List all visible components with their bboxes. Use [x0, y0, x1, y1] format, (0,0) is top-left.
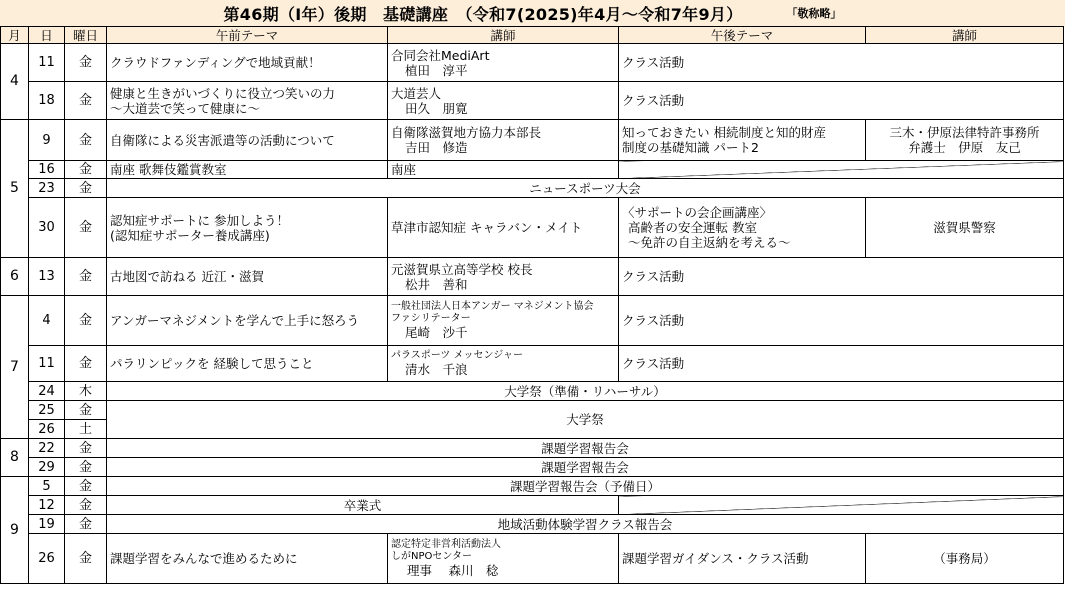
event-cell: 地域活動体験学習クラス報告会: [107, 515, 1064, 534]
pm-theme-line: 高齢者の安全運転 教室: [628, 220, 757, 235]
header-month: 月: [1, 27, 29, 44]
event-cell: 課題学習報告会（予備日）: [107, 477, 1064, 496]
weekday-cell: 金: [65, 346, 107, 382]
pm-theme-cell: クラス活動: [619, 44, 1064, 82]
table-row: [1, 198, 1064, 258]
event-cell: 大学祭: [107, 401, 1064, 439]
am-theme-cell: アンガーマネジメントを学んで上手に怒ろう: [107, 296, 388, 346]
lecturer-name: 尾崎 沙千: [405, 325, 468, 340]
lecturer-role: ファシリテーター: [391, 313, 471, 324]
weekday-cell: 金: [65, 515, 107, 534]
table-row: [1, 346, 1064, 382]
day-cell: 25: [29, 401, 65, 420]
am-theme-cell: クラウドファンディングで地域貢献！: [107, 44, 388, 82]
pm-lecturer-cell: 滋賀県警察: [866, 198, 1064, 258]
day-cell: 24: [29, 382, 65, 401]
weekday-cell: 土: [65, 420, 107, 439]
lecturer-org: 認定特定非営利活動法人: [391, 539, 501, 550]
weekday-cell: 金: [65, 296, 107, 346]
title-note: 「敬称略」: [786, 7, 842, 20]
month-cell: 7: [1, 296, 29, 439]
page-title: 第46期（Ⅰ年）後期 基礎講座 （令和7(2025)年4月～令和7年9月）: [223, 4, 743, 24]
day-cell: 30: [29, 198, 65, 258]
pm-theme-line: 知っておきたい 相続制度と知的財産: [622, 125, 826, 140]
day-cell: 18: [29, 82, 65, 120]
header-pm-lecturer: 講師: [866, 27, 1064, 44]
empty-diagonal-cell: [619, 161, 1064, 179]
day-cell: 29: [29, 458, 65, 477]
table-row: [1, 401, 1064, 420]
am-theme-line: 認知症サポートに 参加しよう！: [110, 212, 289, 228]
am-theme-cell: 古地図で訪ねる 近江・滋賀: [107, 258, 388, 296]
day-cell: 11: [29, 346, 65, 382]
am-lecturer-cell: [388, 44, 619, 82]
day-cell: 23: [29, 179, 65, 198]
am-lecturer-cell: [388, 258, 619, 296]
day-cell: 16: [29, 161, 65, 179]
lecturer-name: 田久 朋寛: [405, 100, 468, 116]
schedule-table: [0, 26, 1064, 584]
weekday-cell: 金: [65, 458, 107, 477]
am-lecturer-cell: 南座: [388, 161, 619, 179]
lecturer-name: 弁護士 伊原 友己: [908, 140, 1021, 155]
event-cell: 大学祭（準備・リハーサル）: [107, 382, 1064, 401]
day-cell: 26: [29, 420, 65, 439]
pm-theme-line: ～免許の自主返納を考える～: [628, 235, 791, 250]
lecturer-name: 吉田 修造: [405, 140, 468, 155]
weekday-cell: 金: [65, 44, 107, 82]
day-cell: 13: [29, 258, 65, 296]
weekday-cell: 金: [65, 401, 107, 420]
weekday-cell: 金: [65, 82, 107, 120]
table-row: [1, 382, 1064, 401]
day-cell: 12: [29, 496, 65, 515]
header-row: [1, 27, 1064, 44]
header-am-lecturer: 講師: [388, 27, 619, 44]
table-row: [1, 120, 1064, 161]
day-cell: 9: [29, 120, 65, 161]
lecturer-name: 理事 森川 稔: [407, 563, 499, 578]
pm-theme-cell: [619, 198, 866, 258]
lecturer-org: 合同会社MediArt: [391, 47, 490, 63]
weekday-cell: 金: [65, 179, 107, 198]
am-theme-cell: 自衛隊による災害派遣等の活動について: [107, 120, 388, 161]
am-lecturer-cell: [388, 346, 619, 382]
event-cell: 卒業式: [107, 496, 619, 515]
pm-theme-line: 制度の基礎知識 パート2: [622, 140, 759, 155]
event-cell: 課題学習報告会: [107, 439, 1064, 458]
am-theme-cell: 南座 歌舞伎鑑賞教室: [107, 161, 388, 179]
lecturer-org-sub: しがNPOセンター: [391, 551, 472, 562]
lecturer-org: パラスポーツ メッセンジャー: [391, 350, 524, 361]
weekday-cell: 金: [65, 258, 107, 296]
am-theme-cell: 課題学習をみんなで進めるために: [107, 534, 388, 584]
header-day: 日: [29, 27, 65, 44]
lecturer-name: 松井 善和: [405, 276, 468, 292]
month-cell: 6: [1, 258, 29, 296]
am-theme-subline: ～大道芸で笑って健康に～: [110, 100, 261, 116]
am-theme-cell: [107, 198, 388, 258]
table-row: [1, 477, 1064, 496]
table-row: [1, 258, 1064, 296]
pm-theme-cell: クラス活動: [619, 296, 1064, 346]
am-lecturer-cell: 草津市認知症 キャラバン・メイト: [388, 198, 619, 258]
am-theme-cell: パラリンピックを 経験して思うこと: [107, 346, 388, 382]
am-lecturer-cell: [388, 296, 619, 346]
pm-lecturer-cell: [866, 120, 1064, 161]
month-cell: 8: [1, 439, 29, 477]
am-lecturer-cell: [388, 120, 619, 161]
pm-theme-cell: 課題学習ガイダンス・クラス活動: [619, 534, 866, 584]
weekday-cell: 金: [65, 161, 107, 179]
day-cell: 5: [29, 477, 65, 496]
month-cell: 9: [1, 477, 29, 584]
month-cell: 5: [1, 120, 29, 258]
header-weekday: 曜日: [65, 27, 107, 44]
pm-theme-cell: [619, 120, 866, 161]
am-lecturer-cell: [388, 82, 619, 120]
event-cell: 課題学習報告会: [107, 458, 1064, 477]
table-row: [1, 44, 1064, 82]
pm-theme-cell: クラス活動: [619, 82, 1064, 120]
lecturer-name: 清水 千浪: [405, 362, 468, 377]
weekday-cell: 木: [65, 382, 107, 401]
weekday-cell: 金: [65, 120, 107, 161]
table-row: [1, 515, 1064, 534]
day-cell: 11: [29, 44, 65, 82]
header-am-theme: 午前テーマ: [107, 27, 388, 44]
lecturer-org: 自衛隊滋賀地方協力本部長: [391, 125, 542, 140]
day-cell: 4: [29, 296, 65, 346]
header-pm-theme: 午後テーマ: [619, 27, 866, 44]
lecturer-org: 元滋賀県立高等学校 校長: [391, 261, 533, 277]
lecturer-org: 一般社団法人日本アンガー マネジメント協会: [391, 301, 594, 312]
table-row: [1, 496, 1064, 515]
day-cell: 22: [29, 439, 65, 458]
pm-theme-cell: クラス活動: [619, 346, 1064, 382]
title-bar: [0, 0, 1065, 26]
lecturer-name: 植田 淳平: [405, 62, 468, 78]
table-row: [1, 179, 1064, 198]
lecturer-org: 大道芸人: [391, 85, 442, 101]
table-row: [1, 161, 1064, 179]
table-row: [1, 82, 1064, 120]
pm-theme-line: 〈サポートの会企画講座〉: [622, 205, 773, 220]
table-row: [1, 296, 1064, 346]
weekday-cell: 金: [65, 534, 107, 584]
lecturer-org: 三木・伊原法律特許事務所: [889, 125, 1040, 140]
am-theme-subline: (認知症サポーター養成講座): [110, 227, 270, 243]
am-lecturer-cell: [388, 534, 619, 584]
day-cell: 19: [29, 515, 65, 534]
empty-diagonal-cell: [619, 496, 1064, 515]
am-theme-cell: [107, 82, 388, 120]
pm-lecturer-cell: （事務局）: [866, 534, 1064, 584]
table-row: [1, 439, 1064, 458]
day-cell: 26: [29, 534, 65, 584]
weekday-cell: 金: [65, 477, 107, 496]
am-theme-line: 健康と生きがいづくりに役立つ笑いの力: [110, 85, 336, 101]
table-row: [1, 534, 1064, 584]
weekday-cell: 金: [65, 496, 107, 515]
event-cell: ニュースポーツ大会: [107, 179, 1064, 198]
table-row: [1, 458, 1064, 477]
weekday-cell: 金: [65, 198, 107, 258]
month-cell: 4: [1, 44, 29, 120]
pm-theme-cell: クラス活動: [619, 258, 1064, 296]
weekday-cell: 金: [65, 439, 107, 458]
